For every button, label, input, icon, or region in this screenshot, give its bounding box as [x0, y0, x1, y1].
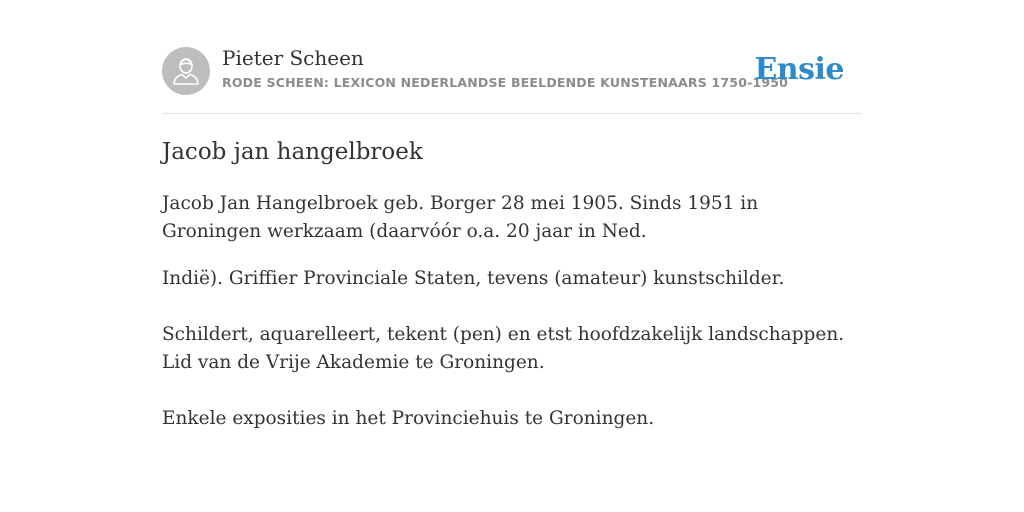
- user-silhouette-icon: [162, 47, 210, 95]
- article-title: Jacob jan hangelbroek: [162, 139, 423, 165]
- article-header: [162, 46, 862, 96]
- author-avatar[interactable]: [162, 47, 210, 95]
- article-paragraph-3: Schildert, aquarelleert, tekent (pen) en etst hoofdzakelijk landschappen. Lid van de Vrije Akademie te Groningen.: [162, 324, 845, 373]
- header-divider: [162, 113, 862, 114]
- ensie-logo[interactable]: Ensie: [754, 52, 844, 87]
- author-name[interactable]: Pieter Scheen: [222, 46, 364, 70]
- source-title[interactable]: RODE SCHEEN: LEXICON NEDERLANDSE BEELDENDE KUNSTENAARS 1750-1950: [222, 75, 789, 90]
- article-paragraph-2: Indië). Griffier Provinciale Staten, tevens (amateur) kunstschilder.: [162, 268, 785, 289]
- article-paragraph-4: Enkele exposities in het Provinciehuis te Groningen.: [162, 408, 655, 429]
- article-paragraph-1: Jacob Jan Hangelbroek geb. Borger 28 mei 1905. Sinds 1951 in Groningen werkzaam (daarvóór o.a. 20 jaar in Ned.: [162, 193, 759, 242]
